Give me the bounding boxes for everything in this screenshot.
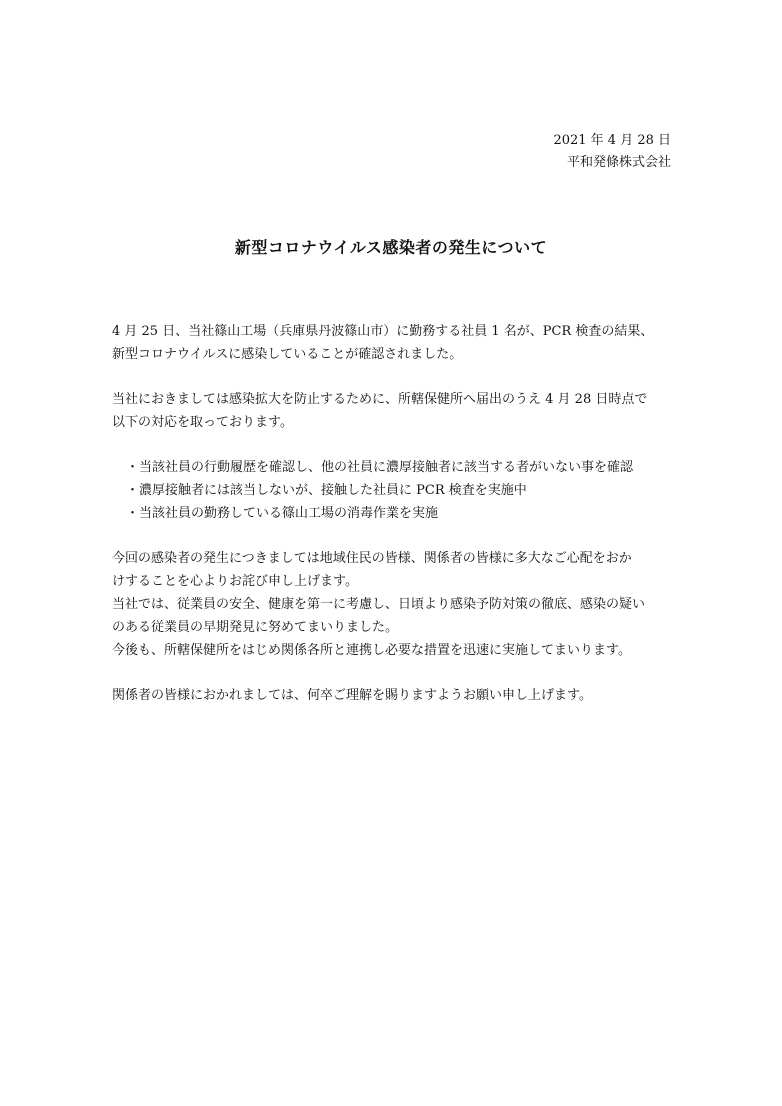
document-header [553, 130, 671, 174]
bullet-mark: ・ [126, 506, 140, 521]
paragraph-line: 関係者の皆様におかれましては、何卒ご理解を賜りますようお願い申し上げます。 [112, 688, 592, 703]
bullet-mark: ・ [126, 483, 140, 498]
paragraph-line: 当社におきましては感染拡大を防止するために、所轄保健所へ届出のうえ 4 月 28 日時点で [112, 392, 648, 407]
list-item-text: 当該社員の行動履歴を確認し、他の社員に濃厚接触者に該当する者がいない事を確認 [139, 460, 634, 475]
list-item [126, 479, 672, 502]
paragraph-line: 新型コロナウイルスに感染していることが確認されました。 [112, 347, 463, 362]
paragraph-response [112, 388, 672, 434]
paragraph-line: 当社では、従業員の安全、健康を第一に考慮し、日頃より感染予防対策の徹底、感染の疑い [112, 597, 646, 612]
company-name: 平和発條株式会社 [566, 155, 671, 170]
document-body [112, 320, 672, 729]
paragraph-line: 今後も、所轄保健所をはじめ関係各所と連携し必要な措置を迅速に実施してまいります。 [112, 643, 631, 658]
list-item-text: 濃厚接触者には該当しないが、接触した社員に PCR 検査を実施中 [139, 483, 527, 498]
paragraph-incident [112, 320, 672, 366]
paragraph-closing [112, 684, 672, 707]
document-title: 新型コロナウイルス感染者の発生について [234, 238, 548, 257]
list-item [126, 456, 672, 479]
bullet-mark: ・ [126, 460, 140, 475]
paragraph-line: 4 月 25 日、当社篠山工場（兵庫県丹波篠山市）に勤務する社員 1 名が、PCR 検査の結果、 [112, 324, 654, 339]
issue-date: 2021 年 4 月 28 日 [553, 133, 671, 148]
paragraph-line: けすることを心よりお詫び申し上げます。 [112, 574, 358, 589]
paragraph-line: 今回の感染者の発生につきましては地域住民の皆様、関係者の皆様に多大なご心配をおか [112, 551, 632, 566]
list-item [126, 502, 672, 525]
list-item-text: 当該社員の勤務している篠山工場の消毒作業を実施 [139, 506, 439, 521]
measures-list [126, 456, 672, 525]
paragraph-line: のある従業員の早期発見に努めてまいりました。 [112, 620, 399, 635]
paragraph-apology [112, 547, 672, 662]
paragraph-line: 以下の対応を取っております。 [112, 415, 293, 430]
